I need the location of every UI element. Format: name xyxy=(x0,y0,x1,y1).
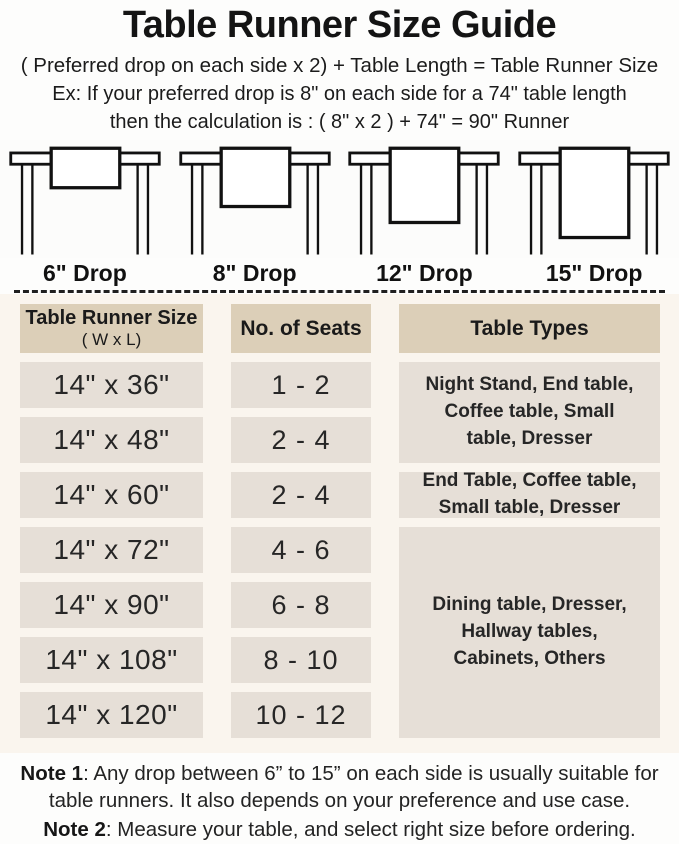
table-runner-drawing-icon xyxy=(177,140,333,258)
note-1 xyxy=(0,759,679,815)
table-types-group-small: Night Stand, End table, Coffee table, Small table, Dresser xyxy=(399,362,660,463)
formula-text: ( Preferred drop on each side x 2) + Table Length = Table Runner Size xyxy=(20,54,659,77)
column-header-seats: No. of Seats xyxy=(231,304,371,353)
column-header-table-types: Table Types xyxy=(399,304,660,353)
table-row-seats: 6 - 8 xyxy=(231,582,371,628)
table-row-size: 14" x 36" xyxy=(20,362,203,408)
table-runner-drawing-icon xyxy=(7,140,163,258)
drop-label-15in: 15" Drop xyxy=(545,259,643,286)
dashed-divider xyxy=(14,290,665,293)
header-title: Table Runner Size xyxy=(25,307,198,330)
table-illustration-12in xyxy=(340,140,510,258)
table-row-seats: 8 - 10 xyxy=(231,637,371,683)
note-1-label: Note 1 xyxy=(20,762,84,785)
table-row-size: 14" x 90" xyxy=(20,582,203,628)
note-1-text: : Any drop between 6” to 15” on each side is usually suitable for table runners. It also depends on your preference and use case. xyxy=(48,762,659,813)
table-row-seats: 10 - 12 xyxy=(231,692,371,738)
table-row-size: 14" x 72" xyxy=(20,527,203,573)
note-2-label: Note 2 xyxy=(43,818,106,842)
header-subtitle: ( W x L) xyxy=(81,330,142,350)
size-table xyxy=(20,304,679,738)
table-row-size: 14" x 108" xyxy=(20,637,203,683)
table-illustration-8in xyxy=(170,140,340,258)
notes-section xyxy=(0,753,679,844)
table-row-size: 14" x 120" xyxy=(20,692,203,738)
table-row-seats: 1 - 2 xyxy=(231,362,371,408)
example-line-1: Ex: If your preferred drop is 8" on each side for a 74" table length xyxy=(52,83,627,105)
note-2-text: : Measure your table, and select right size before ordering. xyxy=(105,818,636,842)
table-row-seats: 4 - 6 xyxy=(231,527,371,573)
table-types-group-medium: End Table, Coffee table, Small table, Dresser xyxy=(399,472,660,518)
table-runner-drawing-icon xyxy=(516,140,672,258)
table-types-group-large: Dining table, Dresser, Hallway tables, Cabinets, Others xyxy=(399,527,660,738)
table-row-size: 14" x 60" xyxy=(20,472,203,518)
table-row-seats: 2 - 4 xyxy=(231,417,371,463)
table-row-seats: 2 - 4 xyxy=(231,472,371,518)
column-header-runner-size xyxy=(20,304,203,353)
table-illustration-15in xyxy=(509,140,679,258)
drop-labels-row xyxy=(0,258,679,288)
drop-label-12in: 12" Drop xyxy=(376,259,473,286)
table-runner-drawing-icon xyxy=(346,140,502,258)
page-title: Table Runner Size Guide xyxy=(122,4,557,46)
table-row-size: 14" x 48" xyxy=(20,417,203,463)
size-table-section xyxy=(0,294,679,753)
drop-illustrations xyxy=(0,140,679,258)
table-illustration-6in xyxy=(0,140,170,258)
example-line-2: then the calculation is : ( 8" x 2 ) + 74" = 90" Runner xyxy=(109,111,570,133)
drop-label-6in: 6" Drop xyxy=(43,259,127,286)
drop-label-8in: 8" Drop xyxy=(212,259,297,286)
note-2 xyxy=(0,815,679,844)
